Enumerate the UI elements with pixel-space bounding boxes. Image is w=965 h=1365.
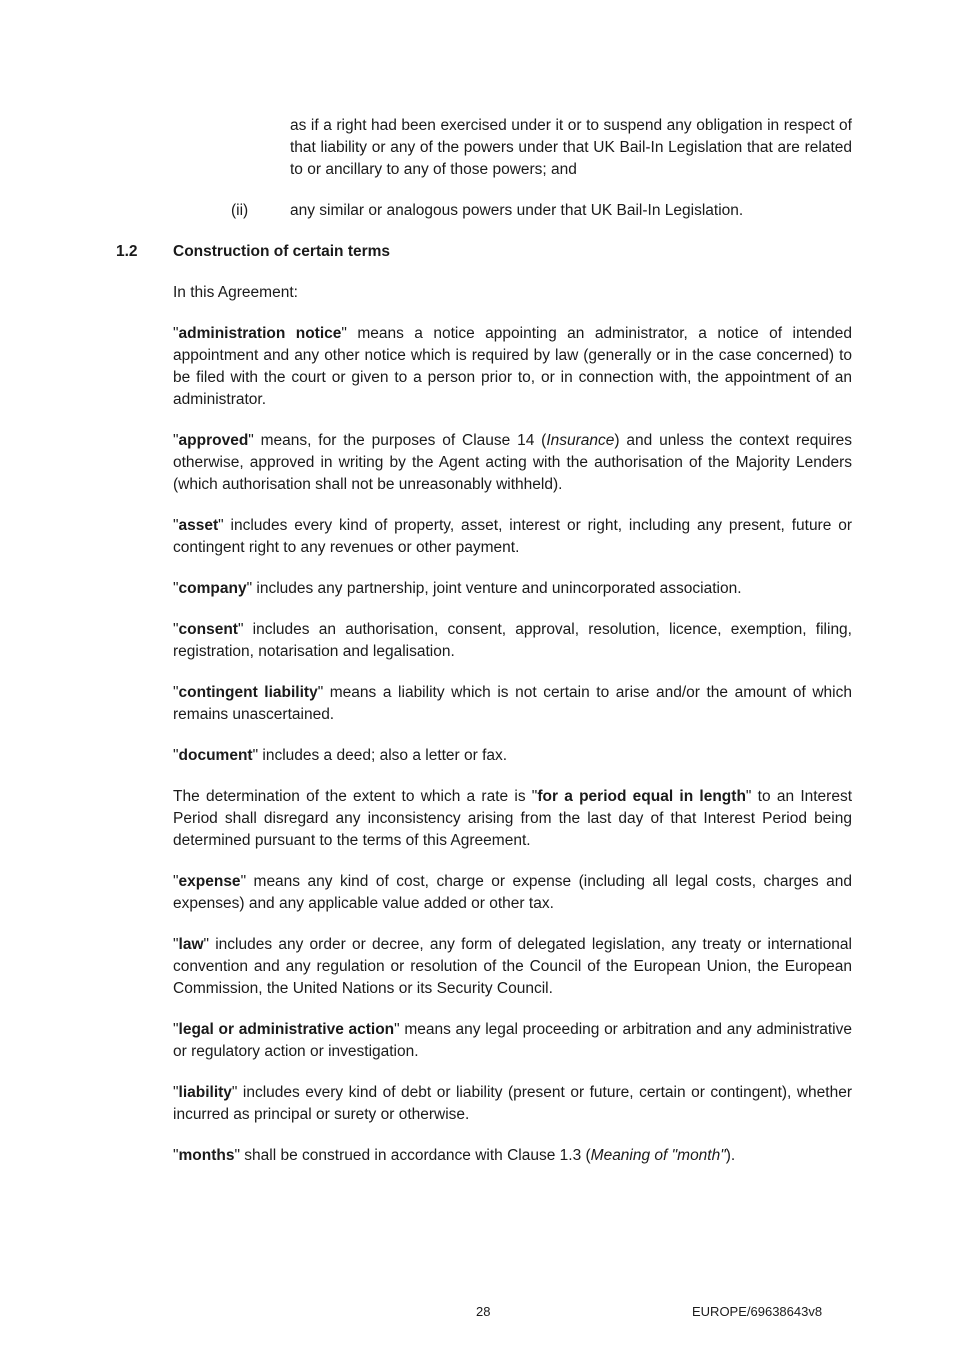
defined-term: company (178, 580, 247, 597)
definition-text: ) and unless the context requires otherwise, approved in writing by the Agent acting with the authorisation of the Majority Lenders (which authorisation shall not be unreasonably withheld). (173, 432, 852, 493)
page-number: 28 (476, 1304, 491, 1319)
definition-text: " means a liability which is not certain to arise and/or the amount of which remains unascertained. (173, 684, 852, 723)
defined-term: administration notice (178, 325, 342, 342)
definition-text: " includes every kind of property, asset, interest or right, including any present, future or contingent right to any revenues or other payment. (173, 517, 852, 556)
defined-term: asset (178, 517, 219, 534)
definition-approved: "approved" means, for the purposes of Clause 14 (Insurance) and unless the context requires otherwise, approved in writing by the Agent acting with the authorisation of the Majority Lenders (which authorisation shall not be unreasonably withheld). (173, 432, 852, 493)
defined-term: legal or administrative action (178, 1021, 395, 1038)
definition-period-equal-in-length (173, 786, 852, 852)
defined-term: liability (178, 1084, 232, 1101)
intro-paragraph: In this Agreement: (173, 284, 298, 301)
section-number: 1.2 (116, 243, 138, 260)
defined-term: expense (178, 873, 241, 890)
definition-text: " means any kind of cost, charge or expense (including all legal costs, charges and expenses) and any applicable value added or other tax. (173, 873, 852, 912)
section-title: Construction of certain terms (173, 243, 391, 260)
continuation-paragraph: as if a right had been exercised under it or to suspend any obligation in respect of that liability or any of the powers under that UK Bail-In Legislation that are related to or ancillary to any of those powers; and (290, 117, 852, 178)
definition-consent: "consent" includes an authorisation, consent, approval, resolution, licence, exemption, filing, registration, notarisation and legalisation. (173, 621, 852, 660)
definition-liability: "liability" includes every kind of debt or liability (present or future, certain or contingent), whether incurred as principal or surety or otherwise. (173, 1084, 852, 1123)
definition-text: " includes an authorisation, consent, approval, resolution, licence, exemption, filing, registration, notarisation and legalisation. (173, 621, 852, 660)
definition-months: "months" shall be construed in accordance with Clause 1.3 (Meaning of "month"). (173, 1147, 736, 1164)
definition-text: " to an Interest Period shall disregard any inconsistency arising from the last day of that Interest Period being determined pursuant to the terms of this Agreement. (173, 788, 853, 849)
definition-document: "document" includes a deed; also a letter or fax. (173, 747, 508, 764)
definition-text: ). (725, 1147, 736, 1164)
list-item-text: any similar or analogous powers under that UK Bail-In Legislation. (290, 202, 744, 219)
defined-term: contingent liability (178, 684, 318, 701)
definition-text: " means, for the purposes of Clause 14 ( (248, 432, 547, 449)
definition-text: " means a notice appointing an administrator, a notice of intended appointment and any other notice which is required by law (generally or in the case concerned) to be filed with the court or given to a person prior to, or in connection with, the appointment of an administrator. (173, 325, 852, 408)
defined-term: approved (178, 432, 249, 449)
defined-term: consent (178, 621, 238, 638)
clause-reference: Insurance (546, 432, 615, 449)
definition-administration-notice: "administration notice" means a notice appointing an administrator, a notice of intended appointment and any other notice which is required by law (generally or in the case concerned) to be filed with the court or given to a person prior to, or in connection with, the appointment of an administrator. (173, 325, 852, 408)
definition-text: " shall be construed in accordance with Clause 1.3 ( (234, 1147, 591, 1164)
definitions-list (173, 282, 852, 1186)
defined-term: months (178, 1147, 235, 1164)
definition-text: The determination of the extent to which a rate is " (173, 788, 538, 805)
document-reference: EUROPE/69638643v8 (692, 1304, 823, 1319)
list-item-number: (ii) (231, 202, 249, 219)
defined-term: law (178, 936, 204, 953)
defined-term: for a period equal in length (537, 788, 746, 805)
clause-reference: Meaning of "month" (590, 1147, 726, 1164)
definition-text: " means any legal proceeding or arbitration and any administrative or regulatory action or investigation. (173, 1021, 852, 1060)
definition-text: " includes every kind of debt or liability (present or future, certain or contingent), whether incurred as principal or surety or otherwise. (173, 1084, 852, 1123)
defined-term: document (178, 747, 253, 764)
definition-contingent-liability: "contingent liability" means a liability which is not certain to arise and/or the amount of which remains unascertained. (173, 684, 852, 723)
definition-text: " includes any partnership, joint venture and unincorporated association. (246, 580, 742, 597)
definition-law: "law" includes any order or decree, any form of delegated legislation, any treaty or international convention and any regulation or resolution of the Council of the European Union, the European Commission, the United Nations or its Security Council. (173, 936, 852, 997)
definition-company: "company" includes any partnership, joint venture and unincorporated association. (173, 580, 742, 597)
definition-legal-or-administrative-action: "legal or administrative action" means any legal proceeding or arbitration and any administrative or regulatory action or investigation. (173, 1021, 852, 1060)
definition-text: " includes a deed; also a letter or fax. (252, 747, 508, 764)
definition-text: " includes any order or decree, any form of delegated legislation, any treaty or international convention and any regulation or resolution of the Council of the European Union, the European Commission, the United Nations or its Security Council. (173, 936, 852, 997)
definition-expense: "expense" means any kind of cost, charge or expense (including all legal costs, charges and expenses) and any applicable value added or other tax. (173, 873, 852, 912)
definition-asset: "asset" includes every kind of property, asset, interest or right, including any present, future or contingent right to any revenues or other payment. (173, 517, 852, 556)
